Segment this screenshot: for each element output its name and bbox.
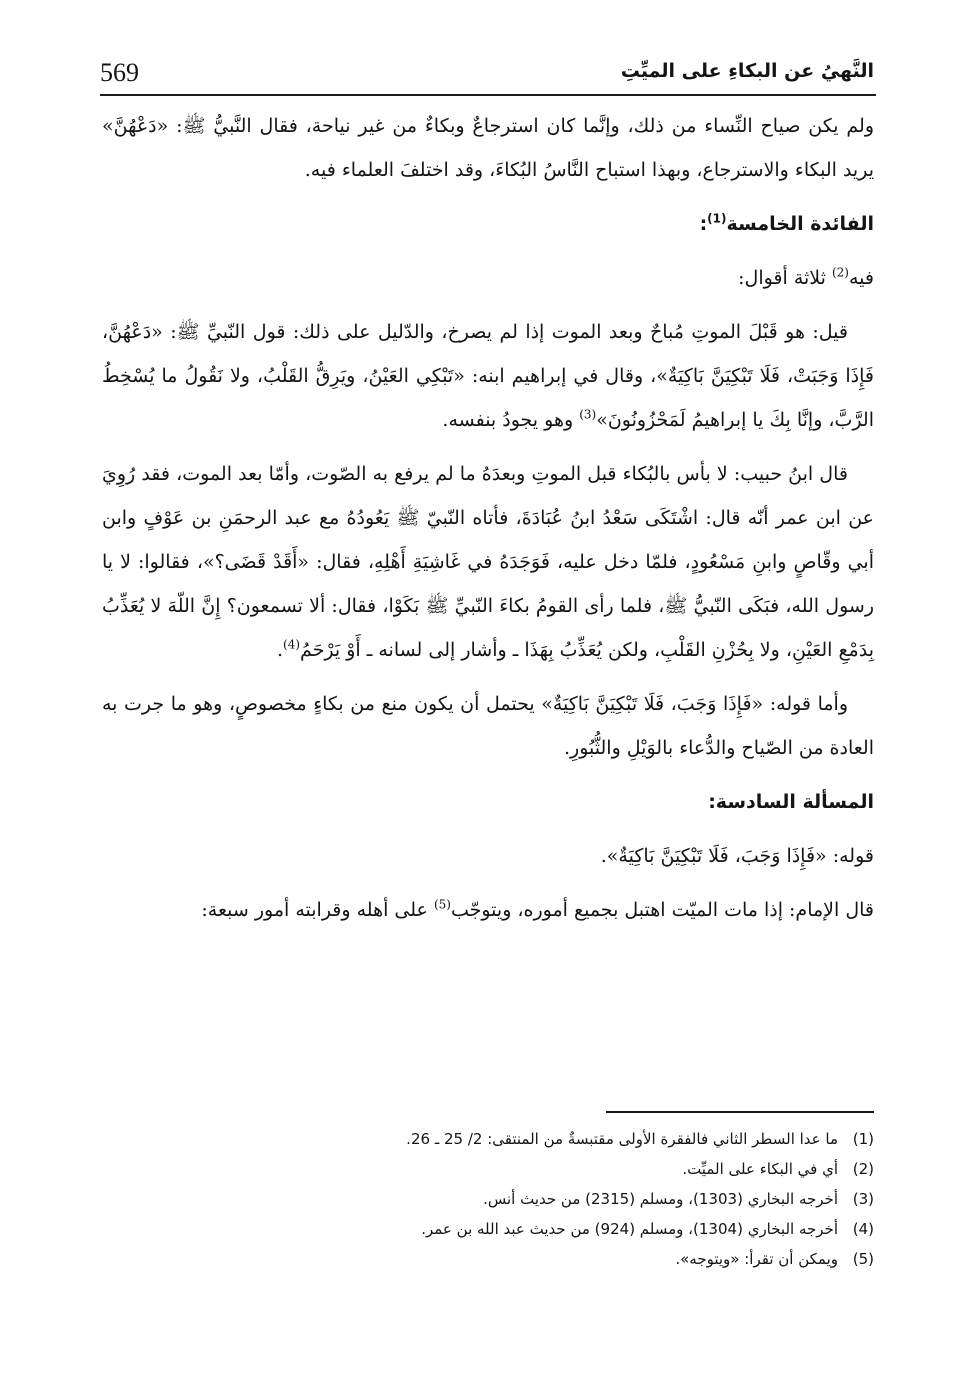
paragraph-7: قال الإمام: إذا مات الميّت اهتبل بجميع أموره، ويتوجّب$^{(5)}$ على أهله وقرابته أمور سبعة: <box>201 897 874 921</box>
section-heading-sixth: المسألة السادسة: <box>708 791 874 813</box>
paragraph-5: وأما قوله: «فَإِذَا وَجَبَ، فَلَا تَبْكِيَنَّ بَاكِيَةٌ» يحتمل أن يكون منع من بكاءٍ مخصوصٍ، وهو ما جرت به العادة من الصّياح والدُّعاء بالوَيْلِ والثُّبُورِ. <box>102 693 874 759</box>
footnote-text: ويمكن أن تقرأ: «ويتوجه». <box>675 1250 838 1268</box>
paragraph-3: قيل: هو قَبْلَ الموتِ مُباحٌ وبعد الموت إذا لم يصرخ، والدّليل على ذلك: قول النّبيِّ ﷺ: «دَعْهُنَّ، فَإِذَا وَجَبَتْ، فَلَا تَبْكِيَنَّ بَاكِيَةٌ»، وقال في إبراهيم ابنه: «تَبْكِي العَيْنُ، ويَرِقُّ القَلْبُ، ولا نَقُولُ ما يُسْخِطُ الرَّبَّ، وإنَّا بِكَ يا إبراهيمُ لَمَحْزُونُونَ»$^{(3)}$ وهو يجودُ بنفسه. <box>102 321 874 431</box>
footnote-4 <box>300 1214 874 1244</box>
footnote-number: (1) <box>852 1130 874 1148</box>
footnote-ref-1[interactable]: (1) <box>707 211 727 226</box>
footnote-text: ما عدا السطر الثاني فالفقرة الأولى مقتبسةٌ من المنتقى: 2/ 25 ـ 26. <box>406 1130 838 1148</box>
footnote-number: (2) <box>852 1160 874 1178</box>
paragraph-2: فيه$^{(2)}$ ثلاثة أقوال: <box>738 265 874 289</box>
footnote-5 <box>300 1244 874 1274</box>
footnote-2 <box>300 1154 874 1184</box>
footnote-ref-5[interactable]: (5) <box>433 897 451 912</box>
footnote-1 <box>300 1124 874 1154</box>
running-head <box>100 52 876 96</box>
paragraph-4: قال ابنُ حبيب: لا بأس بالبُكاء قبل الموتِ وبعدَهُ ما لم يرفع به الصّوت، وأمّا بعد الموت، فقد رُوِيَ عن ابن عمر أنّه قال: اشْتَكَى سَعْدُ ابنُ عُبَادَةَ، فأتاه النّبيّ ﷺ يَعُودُهُ مع عبد الرحمَنِ بن عَوْفٍ وابن أبي وقّاصٍ وابنِ مَسْعُودٍ، فلمّا دخل عليه، فَوَجَدَهُ في غَاشِيَةِ أَهْلِهِ، فقال: «أَقَدْ قَضَى؟»، فقالوا: لا يا رسول الله، فبَكَى النّبيُّ ﷺ، فلما رأى القومُ بكاءَ النّبيِّ ﷺ بَكَوْا، فقال: ألا تسمعون؟ إِنَّ اللّهَ لا يُعَذِّبُ بِدَمْعِ العَيْنِ، ولا بِحُزْنِ القَلْبِ، ولكن يُعَذِّبُ بِهَذَا ـ وأشار إلى لسانه ـ أَوْ يَرْحَمُ$^{(4)}$. <box>102 463 874 661</box>
running-title: النَّهيُ عن البكاءِ على الميِّتِ <box>620 60 874 82</box>
footnote-text: أخرجه البخاري (1304)، ومسلم (924) من حديث عبد الله بن عمر. <box>421 1220 838 1238</box>
footnote-number: (5) <box>852 1250 874 1268</box>
footnote-divider <box>606 1111 874 1113</box>
body-text <box>102 104 874 932</box>
footnote-number: (3) <box>852 1190 874 1208</box>
page-number: 569 <box>100 58 139 87</box>
footnote-text: أخرجه البخاري (1303)، ومسلم (2315) من حديث أنس. <box>483 1190 838 1208</box>
footnote-ref-4[interactable]: (4) <box>283 637 301 652</box>
footnote-text: أي في البكاء على الميِّت. <box>682 1160 838 1178</box>
footnote-3 <box>300 1184 874 1214</box>
footnotes <box>300 1124 874 1274</box>
footnote-ref-3[interactable]: (3) <box>579 407 597 422</box>
paragraph-1: ولم يكن صياح النِّساء من ذلك، وإنَّما كان استرجاعٌ وبكاءٌ من غير نياحة، فقال النَّبيُّ ﷺ: «دَعْهُنَّ» يريد البكاء والاسترجاع، وبهذا استباح النَّاسُ البُكاءَ، وقد اختلفَ العلماء فيه. <box>102 115 874 181</box>
footnote-ref-2[interactable]: (2) <box>831 265 849 280</box>
footnote-number: (4) <box>852 1220 874 1238</box>
paragraph-6: قوله: «فَإِذَا وَجَبَ، فَلَا تَبْكِيَنَّ بَاكِيَةٌ». <box>600 845 874 867</box>
section-heading-fifth: الفائدة الخامسة$^{(1)}$: <box>699 211 874 235</box>
